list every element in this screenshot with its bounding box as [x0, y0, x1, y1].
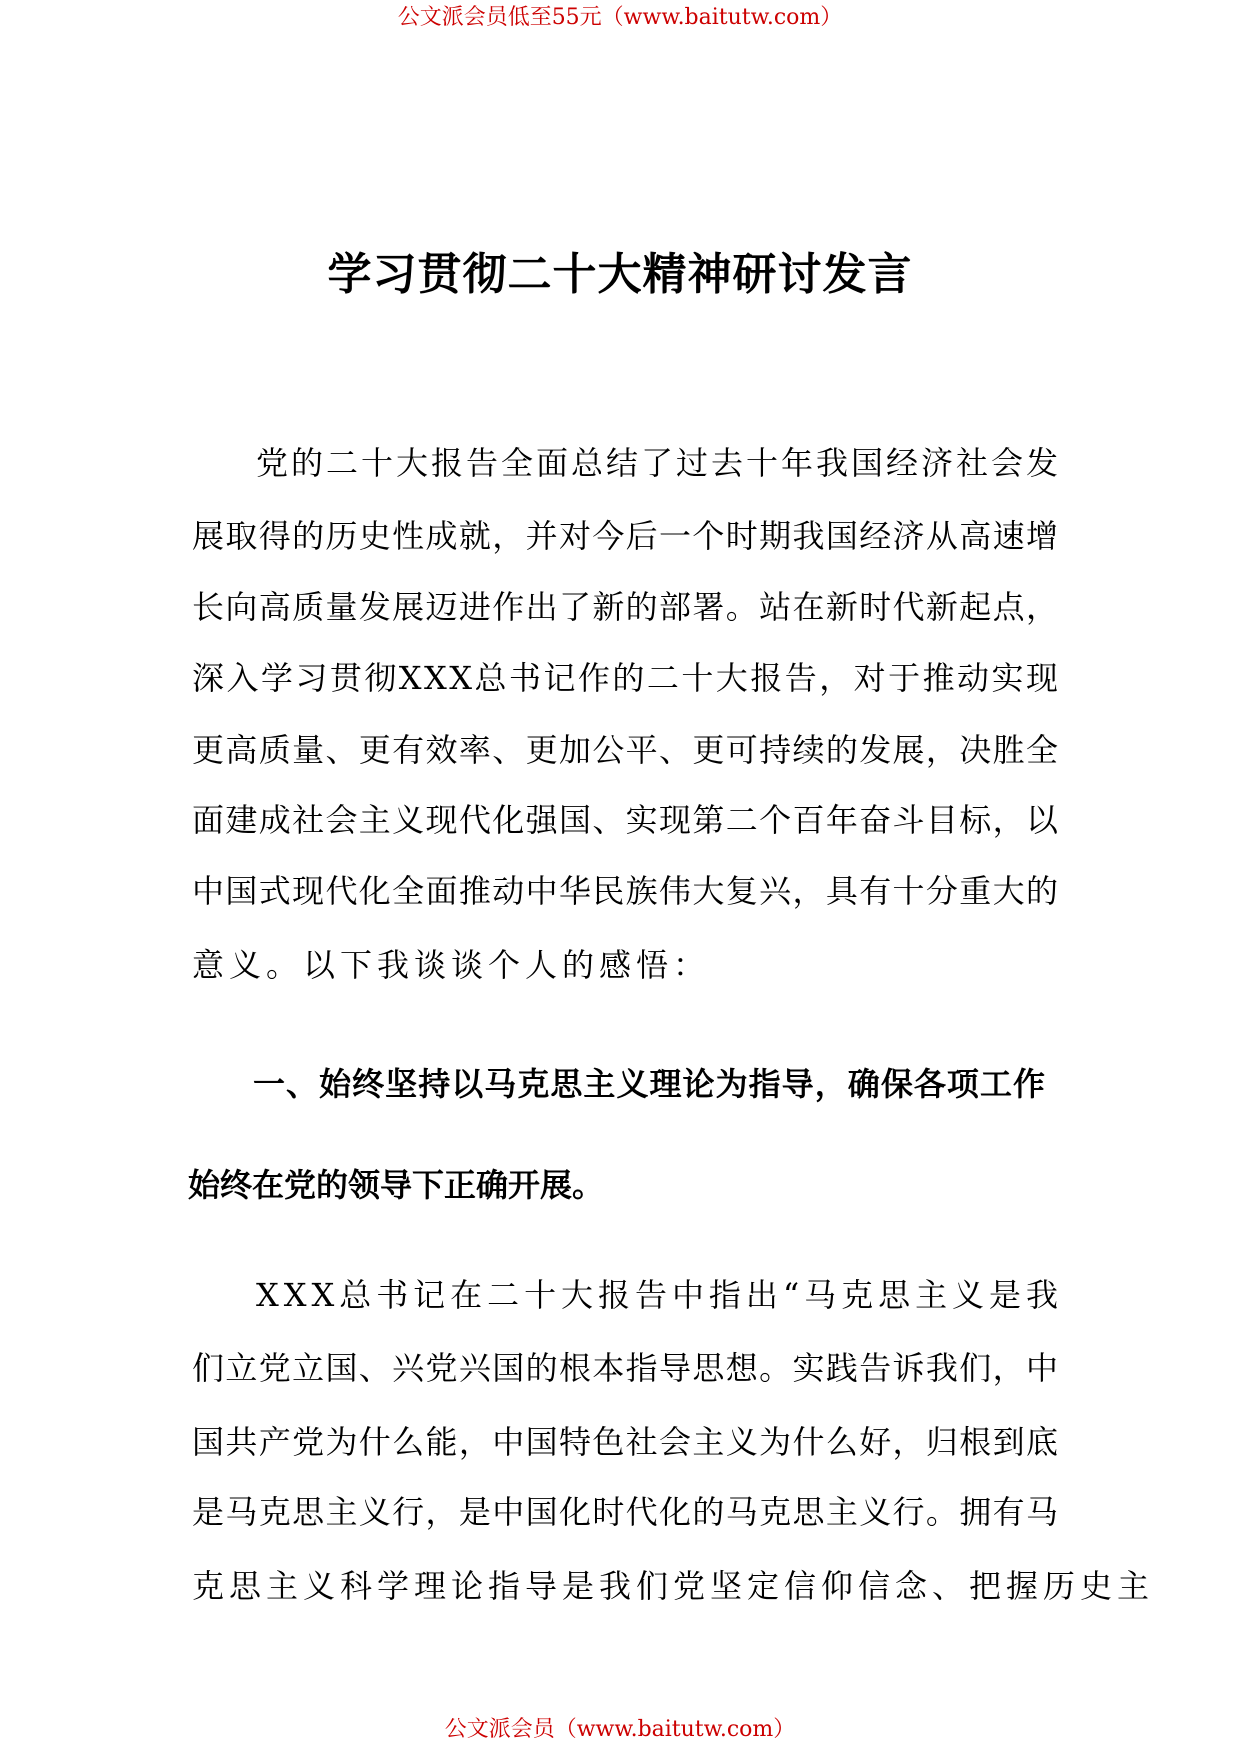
footer-banner: 公文派会员（www.baitutw.com） — [444, 1717, 796, 1742]
paragraph-2-line: 是马克思主义行，是中国化时代化的马克思主义行。拥有马 — [192, 1493, 1060, 1531]
paragraph-1-line: 更高质量、更有效率、更加公平、更可持续的发展，决胜全 — [192, 731, 1060, 769]
section-1-heading-line: 一、始终坚持以马克思主义理论为指导，确保各项工作 — [253, 1065, 1047, 1103]
paragraph-2-line: XXX总书记在二十大报告中指出“马克思主义是我 — [256, 1276, 1063, 1314]
paragraph-1-line: 中国式现代化全面推动中华民族伟大复兴，具有十分重大的 — [192, 872, 1060, 910]
paragraph-1-line: 意义。以下我谈谈个人的感悟： — [192, 946, 711, 984]
section-1-heading-line: 始终在党的领导下正确开展。 — [188, 1166, 605, 1204]
document-title: 学习贯彻二十大精神研讨发言 — [327, 249, 913, 300]
paragraph-1-line: 展取得的历史性成就，并对今后一个时期我国经济从高速增 — [192, 517, 1060, 555]
paragraph-1-line: 长向高质量发展迈进作出了新的部署。站在新时代新起点， — [192, 588, 1060, 626]
paragraph-2-line: 国共产党为什么能，中国特色社会主义为什么好，归根到底 — [192, 1423, 1060, 1461]
paragraph-1-line: 面建成社会主义现代化强国、实现第二个百年奋斗目标，以 — [192, 801, 1060, 839]
paragraph-2-line: 克思主义科学理论指导是我们党坚定信仰信念、把握历史主 — [192, 1567, 1155, 1605]
paragraph-1-line: 党的二十大报告全面总结了过去十年我国经济社会发 — [256, 444, 1061, 482]
header-banner: 公文派会员低至55元（www.baitutw.com） — [397, 5, 843, 30]
paragraph-2-line: 们立党立国、兴党兴国的根本指导思想。实践告诉我们，中 — [192, 1349, 1060, 1387]
paragraph-1-line: 深入学习贯彻XXX总书记作的二十大报告，对于推动实现 — [192, 659, 1061, 697]
